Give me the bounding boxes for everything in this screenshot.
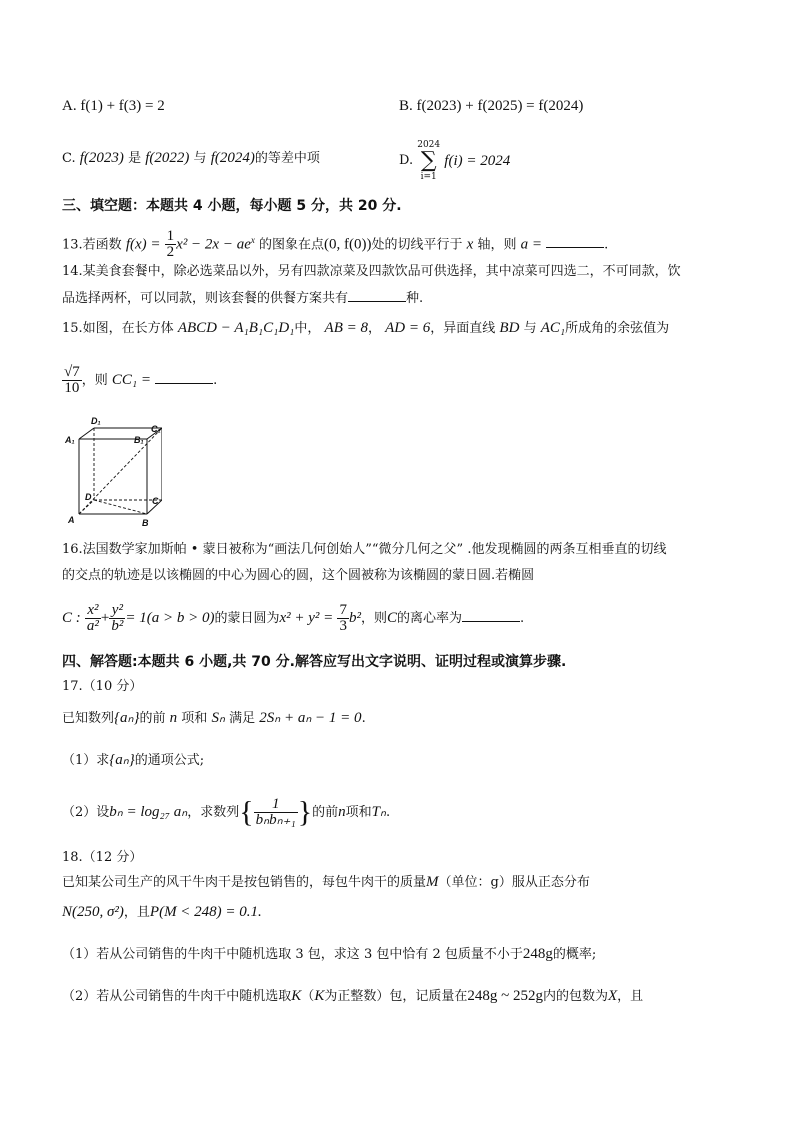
option-c-f2024: f(2024) bbox=[210, 150, 255, 166]
q18-part2 bbox=[62, 986, 643, 1007]
q14-line2 bbox=[62, 287, 423, 309]
label-d: D bbox=[85, 492, 92, 502]
q18-p1-text: （1）若从公司销售的牛肉干中随机选取 3 包，求这 3 包中恰有 2 包质量不小于 bbox=[62, 947, 523, 962]
q16-line2: 的交点的轨迹是以该椭圆的中心为圆心的圆，这个圆被称为该椭圆的蒙日圆.若椭圆 bbox=[62, 568, 535, 583]
q16-plus: + bbox=[100, 610, 110, 626]
q18-p2-k: K bbox=[291, 988, 302, 1004]
label-b: B bbox=[142, 518, 149, 528]
q18-p2-mid: 内的包数为 bbox=[542, 989, 608, 1004]
q16-b2-end: b² bbox=[348, 610, 361, 626]
q13-answer-blank[interactable] bbox=[546, 233, 604, 248]
q17-p2-end: . bbox=[386, 805, 391, 820]
section-3-title: 三、填空题：本题共 4 小题，每小题 5 分，共 20 分. bbox=[62, 198, 402, 214]
q15-ac1: AC₁ bbox=[540, 320, 566, 336]
q18-part1 bbox=[62, 944, 596, 965]
q15-solid: ABCD − A₁B₁C₁D₁ bbox=[177, 320, 295, 336]
q16-answer-blank[interactable] bbox=[462, 607, 520, 622]
q16-seven-thirds bbox=[337, 603, 349, 634]
q16-three: 3 bbox=[339, 618, 347, 634]
option-c-f2023: f(2023) bbox=[79, 150, 124, 166]
q15-cc1: CC₁ = bbox=[111, 372, 151, 388]
question-13 bbox=[62, 224, 608, 261]
q18-heading: 18.（12 分） bbox=[62, 850, 143, 865]
q18-p2-text: （2）若从公司销售的牛肉干中随机选取 bbox=[62, 989, 292, 1004]
option-c-label: C. bbox=[62, 151, 80, 166]
q17-p1-post: 的通项公式; bbox=[134, 753, 205, 768]
q17-p2-mid3: 项和 bbox=[345, 805, 372, 820]
q13-mid: 的图象在点 bbox=[259, 237, 325, 253]
q18-m: M bbox=[426, 874, 439, 890]
q17-heading: 17.（10 分） bbox=[62, 679, 143, 694]
option-c-f2022: f(2022) bbox=[145, 150, 190, 166]
label-a1: A₁ bbox=[65, 435, 75, 445]
q17-sn: Sₙ bbox=[211, 710, 225, 726]
left-brace-icon: { bbox=[239, 795, 254, 829]
q14-line2-end: 种. bbox=[406, 291, 424, 306]
q18-text2: （单位：g）服从正态分布 bbox=[438, 875, 590, 890]
q17-equation: 2Sₙ + aₙ − 1 = 0 bbox=[259, 710, 362, 726]
q18-mid: ，且 bbox=[123, 905, 150, 920]
q17-p2-mid: ，求数列 bbox=[187, 805, 240, 820]
q17-text2: 的前 bbox=[139, 711, 166, 726]
q17-end: . bbox=[361, 711, 366, 726]
option-c-text1: 是 bbox=[128, 151, 142, 166]
q15-prefix: 15.如图，在长方体 bbox=[62, 321, 174, 336]
q18-p2-paren: （ bbox=[301, 989, 315, 1004]
q17-p2-tn: Tₙ bbox=[371, 804, 386, 820]
q17-p1-an: {aₙ} bbox=[109, 752, 135, 768]
q16-line1: 16.法国数学家加斯帕 • 蒙日被称为“画法几何创始人”“微分几何之父” .他发现椭圆的两条互相垂直的切线 bbox=[62, 542, 667, 557]
option-c bbox=[62, 148, 320, 169]
q16-mid: 的蒙日圆为 bbox=[214, 611, 280, 626]
q13-end: . bbox=[604, 237, 609, 253]
q18-p1-post: 的概率; bbox=[552, 947, 597, 962]
q15-cos-fraction bbox=[62, 365, 82, 396]
q15-text4: 所成角的余弦值为 bbox=[565, 321, 670, 336]
q18-p1-value: 248g bbox=[522, 946, 553, 962]
edge-a1d1 bbox=[79, 428, 94, 439]
q17-text3: 项和 bbox=[181, 711, 208, 726]
q18-p2-end: ，且 bbox=[617, 989, 644, 1004]
q17-part1 bbox=[62, 750, 204, 771]
option-d-expression: f(i) = 2024 bbox=[444, 153, 511, 169]
q17-p2-n: n bbox=[338, 804, 346, 820]
option-a: A. f(1) + f(3) = 2 bbox=[62, 98, 165, 114]
q13-mid2: 处的切线平行于 bbox=[371, 237, 463, 253]
q16-x2: x² bbox=[85, 603, 101, 619]
option-c-text3: 的等差中项 bbox=[254, 151, 320, 166]
q13-half-den: 2 bbox=[166, 244, 175, 261]
q18-distribution: N(250, σ²) bbox=[62, 904, 124, 920]
q16-line3 bbox=[62, 598, 524, 639]
q16-c: C bbox=[386, 610, 397, 626]
q18-p2-x: X bbox=[607, 988, 618, 1004]
label-a: A bbox=[68, 515, 75, 525]
diagonal-bd bbox=[94, 500, 147, 514]
q18-probability: P(M < 248) = 0.1. bbox=[149, 904, 262, 920]
option-b: B. f(2023) + f(2025) = f(2024) bbox=[399, 98, 584, 114]
q14-line2-text: 品选择两杯，可以同款，则该套餐的供餐方案共有 bbox=[62, 291, 349, 306]
cuboid-figure bbox=[62, 414, 162, 530]
right-brace-icon: } bbox=[297, 795, 313, 829]
q15-end: . bbox=[213, 373, 218, 388]
q16-circle: x² + y² = bbox=[279, 610, 334, 626]
q15-then: ，则 bbox=[81, 373, 108, 388]
q16-y2: y² bbox=[109, 603, 125, 619]
q17-part2 bbox=[62, 792, 390, 833]
q17-p2-text: （2）设 bbox=[62, 805, 110, 820]
q15-cos-num: √7 bbox=[64, 364, 80, 380]
q17-text1: 已知数列 bbox=[62, 711, 115, 726]
q15-line2 bbox=[62, 362, 217, 399]
q18-line2 bbox=[62, 902, 262, 923]
q16-condition: = 1(a > b > 0) bbox=[125, 610, 215, 626]
q13-point: (0, f(0)) bbox=[324, 236, 372, 253]
q18-p2-range: 248g ~ 252g bbox=[467, 988, 543, 1004]
option-c-text2: 与 bbox=[193, 151, 207, 166]
q13-mid3: 轴，则 bbox=[477, 237, 517, 253]
q16-then: ，则 bbox=[360, 611, 387, 626]
option-d-label: D. bbox=[399, 153, 414, 168]
q18-text1: 已知某公司生产的风干牛肉干是按包销售的，每包牛肉干的质量 bbox=[62, 875, 427, 890]
q17-statement bbox=[62, 708, 366, 729]
q13-xaxis: x bbox=[466, 236, 474, 253]
q16-c-label: C : bbox=[62, 610, 81, 626]
q16-end: . bbox=[519, 611, 525, 626]
q16-y-fraction bbox=[109, 603, 125, 634]
label-c: C bbox=[152, 496, 159, 506]
q15-comma: ， bbox=[367, 321, 381, 336]
q16-x-fraction bbox=[85, 603, 101, 634]
q18-p2-k2: K bbox=[314, 988, 325, 1004]
edge-ad-hidden bbox=[79, 500, 94, 514]
q14-line1: 14.某美食套餐中，除必选菜品以外，另有四款凉菜及四款饮品可供选择，其中凉菜可四选二，不可同款，饮 bbox=[62, 264, 681, 279]
q18-line1 bbox=[62, 872, 590, 893]
option-d bbox=[399, 140, 510, 182]
q15-ab: AB = 8 bbox=[324, 320, 368, 336]
sum-upper-limit: 2024 bbox=[417, 140, 441, 150]
q17-p2-mid2: 的前 bbox=[312, 805, 339, 820]
q13-expr: x² − 2x − ae bbox=[176, 236, 251, 253]
q15-line1 bbox=[62, 318, 669, 339]
q15-answer-blank[interactable] bbox=[155, 369, 213, 384]
q17-p2-num: 1 bbox=[254, 797, 298, 813]
q15-text2: ，异面直线 bbox=[430, 321, 496, 336]
q15-text1: 中， bbox=[294, 321, 321, 336]
q15-ad: AD = 6 bbox=[385, 320, 431, 336]
sum-lower-limit: i=1 bbox=[420, 172, 437, 182]
q17-text4: 满足 bbox=[229, 711, 256, 726]
label-c1: C₁ bbox=[151, 424, 161, 434]
q13-a: a = bbox=[520, 236, 543, 253]
q16-a2: a² bbox=[86, 618, 99, 634]
q17-p2-bn: bₙ = log₂₇ aₙ bbox=[109, 804, 188, 820]
q14-answer-blank[interactable] bbox=[348, 287, 406, 302]
q16-seven: 7 bbox=[339, 602, 347, 618]
q18-p2-paren-post: 为正整数）包，记质量在 bbox=[324, 989, 468, 1004]
q13-half bbox=[165, 229, 177, 260]
q13-exp: x bbox=[250, 235, 255, 245]
q15-bd: BD bbox=[499, 320, 520, 336]
q15-text3: 与 bbox=[523, 321, 537, 336]
label-b1: B₁ bbox=[134, 435, 144, 445]
q13-prefix: 13.若函数 bbox=[62, 237, 122, 253]
q17-p1-text: （1）求 bbox=[62, 753, 110, 768]
q17-an: {aₙ} bbox=[114, 710, 140, 726]
section-4-title: 四、解答题:本题共 6 小题,共 70 分.解答应写出文字说明、证明过程或演算步骤. bbox=[62, 654, 567, 670]
label-d1: D₁ bbox=[91, 416, 101, 426]
q13-half-num: 1 bbox=[166, 228, 175, 245]
sum-symbol bbox=[417, 140, 440, 182]
q15-cos-den: 10 bbox=[64, 380, 80, 396]
q16-b2: b² bbox=[111, 618, 124, 634]
q13-fx: f(x) = bbox=[125, 236, 161, 253]
q16-post: 的离心率为 bbox=[396, 611, 462, 626]
q17-n: n bbox=[169, 710, 178, 726]
q17-p2-den: bₙbₙ₊₁ bbox=[255, 812, 296, 828]
sigma-icon: ∑ bbox=[420, 148, 437, 173]
q17-p2-fraction bbox=[254, 797, 298, 828]
